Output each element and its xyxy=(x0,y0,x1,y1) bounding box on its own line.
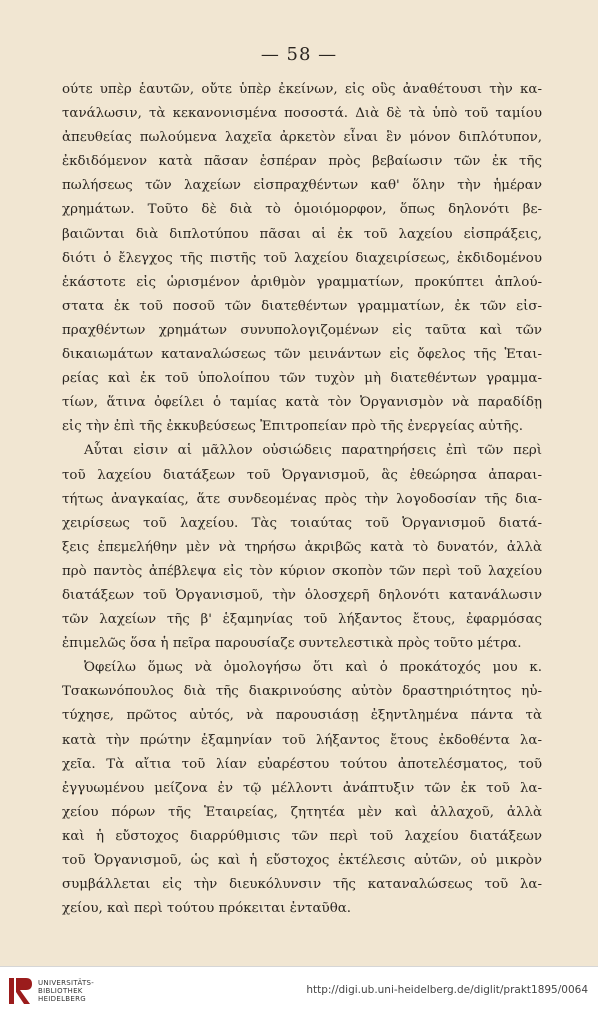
text-line: χείου, καὶ περὶ τούτου πρόκειται ἐνταῦθα. xyxy=(62,901,352,917)
text-line: πρὸ παντὸς ἀπέβλεψα εἰς τὸν κύριον σκοπὸν τῶν περὶ τοῦ λαχείου xyxy=(62,563,542,579)
library-name-line: UNIVERSITÄTS- xyxy=(38,979,95,987)
page-number: — 58 — xyxy=(260,44,338,65)
library-name xyxy=(38,979,94,1003)
text-line: χεῖα. Τὰ αἴτια τοῦ λίαν εὐαρέστου τούτου ἀποτελέσματος, τοῦ xyxy=(62,756,542,772)
text-line: τῶν λαχείων τῆς β' ἑξαμηνίας τοῦ λήξαντος ἔτους, ἐφαρμόσας xyxy=(62,612,542,628)
university-library-logo-icon xyxy=(8,976,34,1006)
text-line: ρείας καὶ ἐκ τοῦ ὑπολοίπου τῶν τυχὸν μὴ διατεθέντων γραμμα- xyxy=(62,371,542,387)
text-line: τήτως ἀναγκαίας, ἅτε συνδεομένας πρὸς τὴν λογοδοσίαν τῆς δια- xyxy=(62,491,542,507)
text-line: τοῦ λαχείου διατάξεων τοῦ Ὀργανισμοῦ, ἃς ἐθεώρησα ἀπαραι- xyxy=(62,467,542,483)
text-line: καὶ ἡ εὔστοχος διαρρύθμισις τῶν περὶ τοῦ λαχείου διατάξεων xyxy=(62,828,542,844)
text-line: ἑκάστοτε εἰς ὡρισμένον ἀριθμὸν γραμματίων, προκύπτει ἁπλού- xyxy=(62,274,542,290)
text-line: κατὰ τὴν πρώτην ἑξαμηνίαν τοῦ λήξαντος ἔτους ἐκδοθέντα λα- xyxy=(62,732,542,748)
text-line: στατα ἐκ τοῦ ποσοῦ τῶν διατεθέντων γραμματίων, ἐκ τῶν εἰσ- xyxy=(62,298,542,314)
text-line: ξεις ἐπεμελήθην μὲν νὰ τηρήσω ἀκριβῶς κατὰ τὸ δυνατόν, ἀλλὰ xyxy=(62,539,542,555)
text-line: ἀπευθείας πωλούμενα λαχεῖα ἀρκετὸν εἶναι ἓν μόνον διπλότυπον, xyxy=(62,130,542,146)
logo-bar-left xyxy=(9,978,14,1004)
text-line: ἐπιμελῶς ὅσα ἡ πεῖρα παρουσίαζε συντελεστικὰ πρὸς τοῦτο μέτρα. xyxy=(62,636,522,652)
text-line: ἐκδιδόμενον κατὰ πᾶσαν ἑσπέραν πρὸς βεβαίωσιν τῶν ἐκ τῆς xyxy=(62,154,542,170)
text-line: εἰς τὴν ἐπὶ τῆς ἐκκυβεύσεως Ἐπιτροπείαν πρὸ τῆς ἐνεργείας αὐτῆς. xyxy=(62,419,524,435)
text-line: Τσακωνόπουλος διὰ τῆς διακρινούσης αὐτὸν δραστηριότητος ηὐ- xyxy=(62,684,542,700)
body-text xyxy=(62,78,542,921)
text-line: τοῦ Ὀργανισμοῦ, ὡς καὶ ἡ εὔστοχος ἐκτέλεσις αὐτῶν, οὐ μικρὸν xyxy=(62,853,542,868)
text-line: διότι ὁ ἔλεγχος τῆς πιστῆς τοῦ λαχείου διαχειρίσεως, ἐκδιδομένου xyxy=(62,250,542,266)
paragraph-start-line: Ὀφείλω ὅμως νὰ ὁμολογήσω ὅτι καὶ ὁ προκάτοχός μου κ. xyxy=(84,660,542,676)
text-line: τύχησε, πρῶτος αὐτός, νὰ παρουσιάσῃ ἐξηντλημένα πάντα τὰ xyxy=(62,708,542,724)
text-line: χείου πόρων τῆς Ἑταιρείας, ζητητέα μὲν καὶ ἀλλαχοῦ, ἀλλὰ xyxy=(62,804,542,820)
text-line: διατάξεων τοῦ Ὀργανισμοῦ, τὴν ὁλοσχερῆ δηλονότι κατανάλωσιν xyxy=(62,587,542,603)
text-line: ἐγγυωμένου μείζονα ἐν τῷ μέλλοντι ἀνάπτυξιν τῶν ἐκ τοῦ λα- xyxy=(62,780,542,796)
text-line: πραχθέντων χρημάτων συνυπολογιζομένων εἰς ταῦτα καὶ τῶν xyxy=(62,322,542,338)
text-line: πωλήσεως τῶν λαχείων εἰσπραχθέντων καθ' ὅλην τὴν ἡμέραν xyxy=(62,178,542,194)
footer-bar xyxy=(0,966,598,1015)
logo-letter-shape xyxy=(16,978,32,1004)
text-line: συμβάλλεται εἰς τὴν διευκόλυνσιν τῆς καταναλώσεως τοῦ λα- xyxy=(62,877,542,893)
text-line: τίων, ἅτινα ὀφείλει ὁ ταμίας κατὰ τὸν Ὀργανισμὸν νὰ παραδίδῃ xyxy=(62,395,542,411)
library-name-line: HEIDELBERG xyxy=(38,995,86,1003)
text-line: χρημάτων. Τοῦτο δὲ διὰ τὸ ὁμοιόμορφον, ὅπως δηλονότι βε- xyxy=(62,202,542,218)
paragraph-start-line: Αὗται εἰσιν αἱ μᾶλλον οὐσιώδεις παρατηρήσεις ἐπὶ τῶν περὶ xyxy=(84,443,542,459)
text-line: ούτε υπὲρ ἑαυτῶν, οὔτε ὑπὲρ ἐκείνων, εἰς οὓς ἀναθέτουσι τὴν κα- xyxy=(62,82,542,97)
text-line: τανάλωσιν, τὰ κεκανονισμένα ποσοστά. Διὰ δὲ τὰ ὑπὸ τοῦ ταμίου xyxy=(62,106,542,122)
source-url-link[interactable]: http://digi.ub.uni-heidelberg.de/diglit/prakt1895/0064 xyxy=(306,984,588,996)
text-line: χειρίσεως τοῦ λαχείου. Τὰς τοιαύτας τοῦ Ὀργανισμοῦ διατά- xyxy=(62,515,542,531)
library-name-line: BIBLIOTHEK xyxy=(38,987,83,995)
text-line: δικαιωμάτων καταναλώσεως τῶν μεινάντων εἰς ὄφελος τῆς Ἑται- xyxy=(62,347,542,363)
text-line: βαιῶνται διὰ διπλοτύπου πᾶσαι αἱ ἐκ τοῦ λαχείου εἰσπράξεις, xyxy=(62,226,542,242)
